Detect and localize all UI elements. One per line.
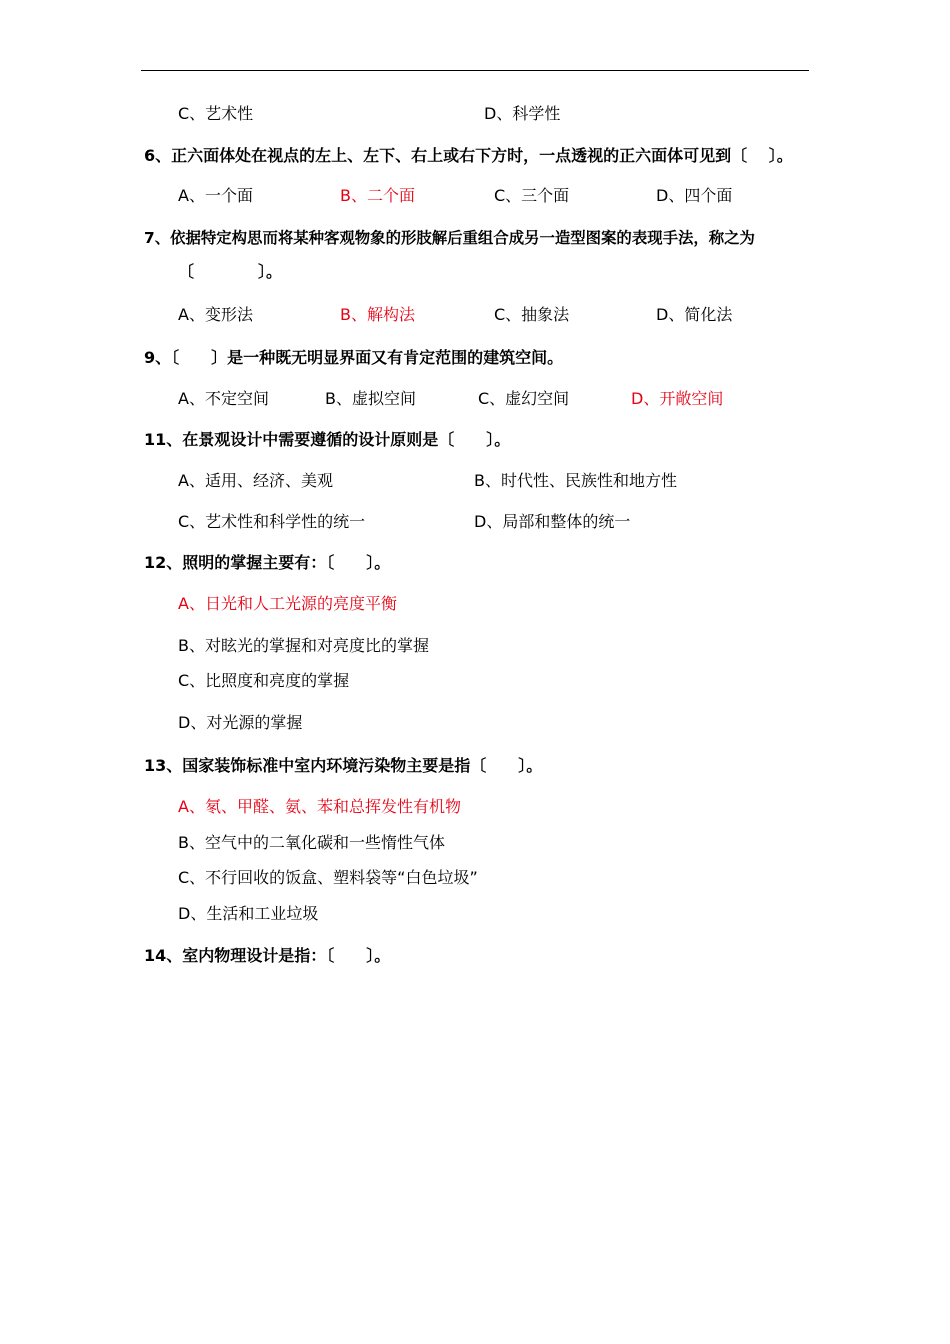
q12-option-c: C、比照度和亮度的掌握 bbox=[178, 671, 350, 690]
q12-option-d: D、对光源的掌握 bbox=[178, 713, 303, 732]
q6-question: 6、正六面体处在视点的左上、左下、右上或右下方时，一点透视的正六面体可见到〔 〕。 bbox=[144, 146, 793, 165]
q12-question: 12、照明的掌握主要有：〔 〕。 bbox=[144, 553, 391, 572]
q13-option-a-answer: A、氡、甲醛、氨、苯和总挥发性有机物 bbox=[178, 797, 461, 816]
q7-option-c: C、抽象法 bbox=[494, 305, 570, 324]
q7-option-b-answer: B、解构法 bbox=[340, 305, 415, 324]
q7-question-line1: 7、依据特定构思而将某种客观物象的形肢解后重组合成另一造型图案的表现手法，称之为 bbox=[144, 229, 755, 247]
q11-option-c: C、艺术性和科学性的统一 bbox=[178, 512, 366, 531]
q7-question-line2: 〔 〕。 bbox=[178, 262, 283, 281]
q11-option-b: B、时代性、民族性和地方性 bbox=[474, 471, 677, 490]
q13-option-c: C、不行回收的饭盒、塑料袋等“白色垃圾” bbox=[178, 868, 478, 887]
q7-option-d: D、简化法 bbox=[656, 305, 733, 324]
q5-option-c: C、艺术性 bbox=[178, 104, 254, 123]
q13-option-b: B、空气中的二氧化碳和一些惰性气体 bbox=[178, 833, 445, 852]
q11-option-d: D、局部和整体的统一 bbox=[474, 512, 631, 531]
q11-option-a: A、适用、经济、美观 bbox=[178, 471, 333, 490]
q9-question: 9、〔 〕是一种既无明显界面又有肯定范围的建筑空间。 bbox=[144, 348, 564, 367]
q13-question: 13、国家装饰标准中室内环境污染物主要是指〔 〕。 bbox=[144, 756, 543, 775]
header-rule bbox=[141, 70, 809, 71]
q13-option-d: D、生活和工业垃圾 bbox=[178, 904, 319, 923]
q6-option-a: A、一个面 bbox=[178, 186, 253, 205]
q11-question: 11、在景观设计中需要遵循的设计原则是〔 〕。 bbox=[144, 430, 511, 449]
q6-option-b-answer: B、二个面 bbox=[340, 186, 415, 205]
q12-option-a-answer: A、日光和人工光源的亮度平衡 bbox=[178, 594, 397, 613]
q7-option-a: A、变形法 bbox=[178, 305, 253, 324]
q9-option-c: C、虚幻空间 bbox=[478, 389, 570, 408]
q12-option-b: B、对眩光的掌握和对亮度比的掌握 bbox=[178, 636, 429, 655]
q9-option-d-answer: D、开敞空间 bbox=[631, 389, 724, 408]
q9-option-a: A、不定空间 bbox=[178, 389, 269, 408]
q9-option-b: B、虚拟空间 bbox=[325, 389, 416, 408]
q5-option-d: D、科学性 bbox=[484, 104, 561, 123]
q6-option-d: D、四个面 bbox=[656, 186, 733, 205]
q6-option-c: C、三个面 bbox=[494, 186, 570, 205]
q14-question: 14、室内物理设计是指：〔 〕。 bbox=[144, 946, 391, 965]
